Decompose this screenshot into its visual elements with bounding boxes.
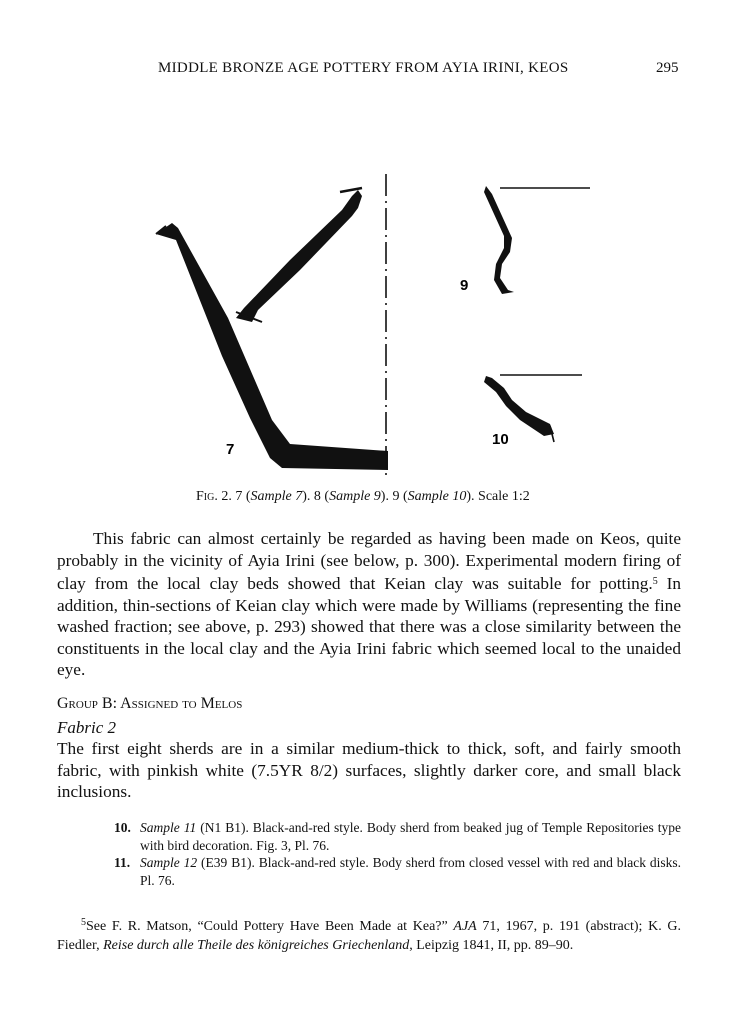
catalogue-text: (E39 B1). Black-and-red style. Body sherd from closed vessel with red and black disks. Pl. 76. (140, 855, 682, 888)
catalogue-entry (114, 819, 681, 854)
caption-scale: Scale 1:2 (478, 489, 530, 504)
footnote-marker: 5 (81, 917, 86, 928)
footnote (57, 914, 681, 955)
fabric-heading: Fabric 2 (57, 718, 117, 737)
figure-label-10: 10 (492, 431, 509, 448)
caption-number-8: 8 (313, 489, 321, 504)
caption-sample-7: Sample 7 (250, 489, 303, 504)
caption-fig-number: Fig. 2. (196, 489, 232, 504)
sherd-10-profile (484, 376, 554, 436)
caption-sample-9: Sample 9 (329, 489, 381, 504)
caption-sample-10: Sample 10 (407, 489, 467, 504)
caption-number-9: 9 (392, 489, 400, 504)
sherd-9-profile (484, 186, 514, 294)
pottery-profile-figure (140, 168, 610, 478)
running-title: MIDDLE BRONZE AGE POTTERY FROM AYIA IRINI, KEOS (158, 60, 569, 76)
caption-number-7: 7 (235, 489, 243, 504)
paragraph-1-continuation: In addition, thin-sections of Keian clay which were made by Williams (representing the fine washed fraction; see above, p. 293) showed that there was a close similarity between the constituents in the local clay and the Ayia Irini fabric which seemed local to the unaided eye. (57, 574, 682, 679)
paragraph-1-text: This fabric can almost certainly be regarded as having been made on Keos, quite probably in the vicinity of Ayia Irini (see below, p. 300). Experimental modern firing of clay from the local clay beds showed that Keian clay was suitable for potting. (57, 529, 681, 593)
catalogue-text: (N1 B1). Black-and-red style. Body sherd from beaked jug of Temple Repositories type with bird decoration. Fig. 3, Pl. 76. (140, 820, 681, 853)
page-number: 295 (656, 60, 679, 76)
sherd-7-profile (156, 223, 388, 470)
footnote-book-title: Reise durch alle Theile des königreiches Griechenland (103, 937, 410, 953)
group-heading: Group B: Assigned to Melos (57, 695, 243, 712)
catalogue-sample: Sample 12 (140, 855, 198, 870)
catalogue-number: 10. (114, 820, 131, 835)
sherd-8-profile (236, 190, 362, 322)
footnote-pre: See F. R. Matson, “Could Pottery Have Been Made at Kea?” (86, 919, 454, 934)
body-paragraph-1 (57, 528, 681, 681)
footnote-reference[interactable]: 5 (652, 576, 658, 587)
figure-caption: Fig. 2. 7 (Sample 7). 8 (Sample 9). 9 (Sample 10). Scale 1:2 (196, 489, 530, 504)
body-paragraph-2: The first eight sherds are in a similar medium-thick to thick, soft, and fairly smooth fabric, with pinkish white (7.5YR 8/2) surfaces, slightly darker core, and small black inclusions. (57, 739, 681, 801)
footnote-journal: AJA (453, 919, 477, 934)
footnote-post: , Leipzig 1841, II, pp. 89–90. (409, 937, 574, 953)
catalogue-entry (114, 854, 682, 889)
footnote-mid: 71, 1967, p. 191 (abstract); K. G. Fiedler, (57, 919, 682, 953)
figure-label-9: 9 (460, 277, 469, 294)
catalogue-number: 11. (114, 855, 131, 870)
catalogue-sample: Sample 11 (140, 820, 197, 835)
figure-label-7: 7 (226, 441, 235, 458)
